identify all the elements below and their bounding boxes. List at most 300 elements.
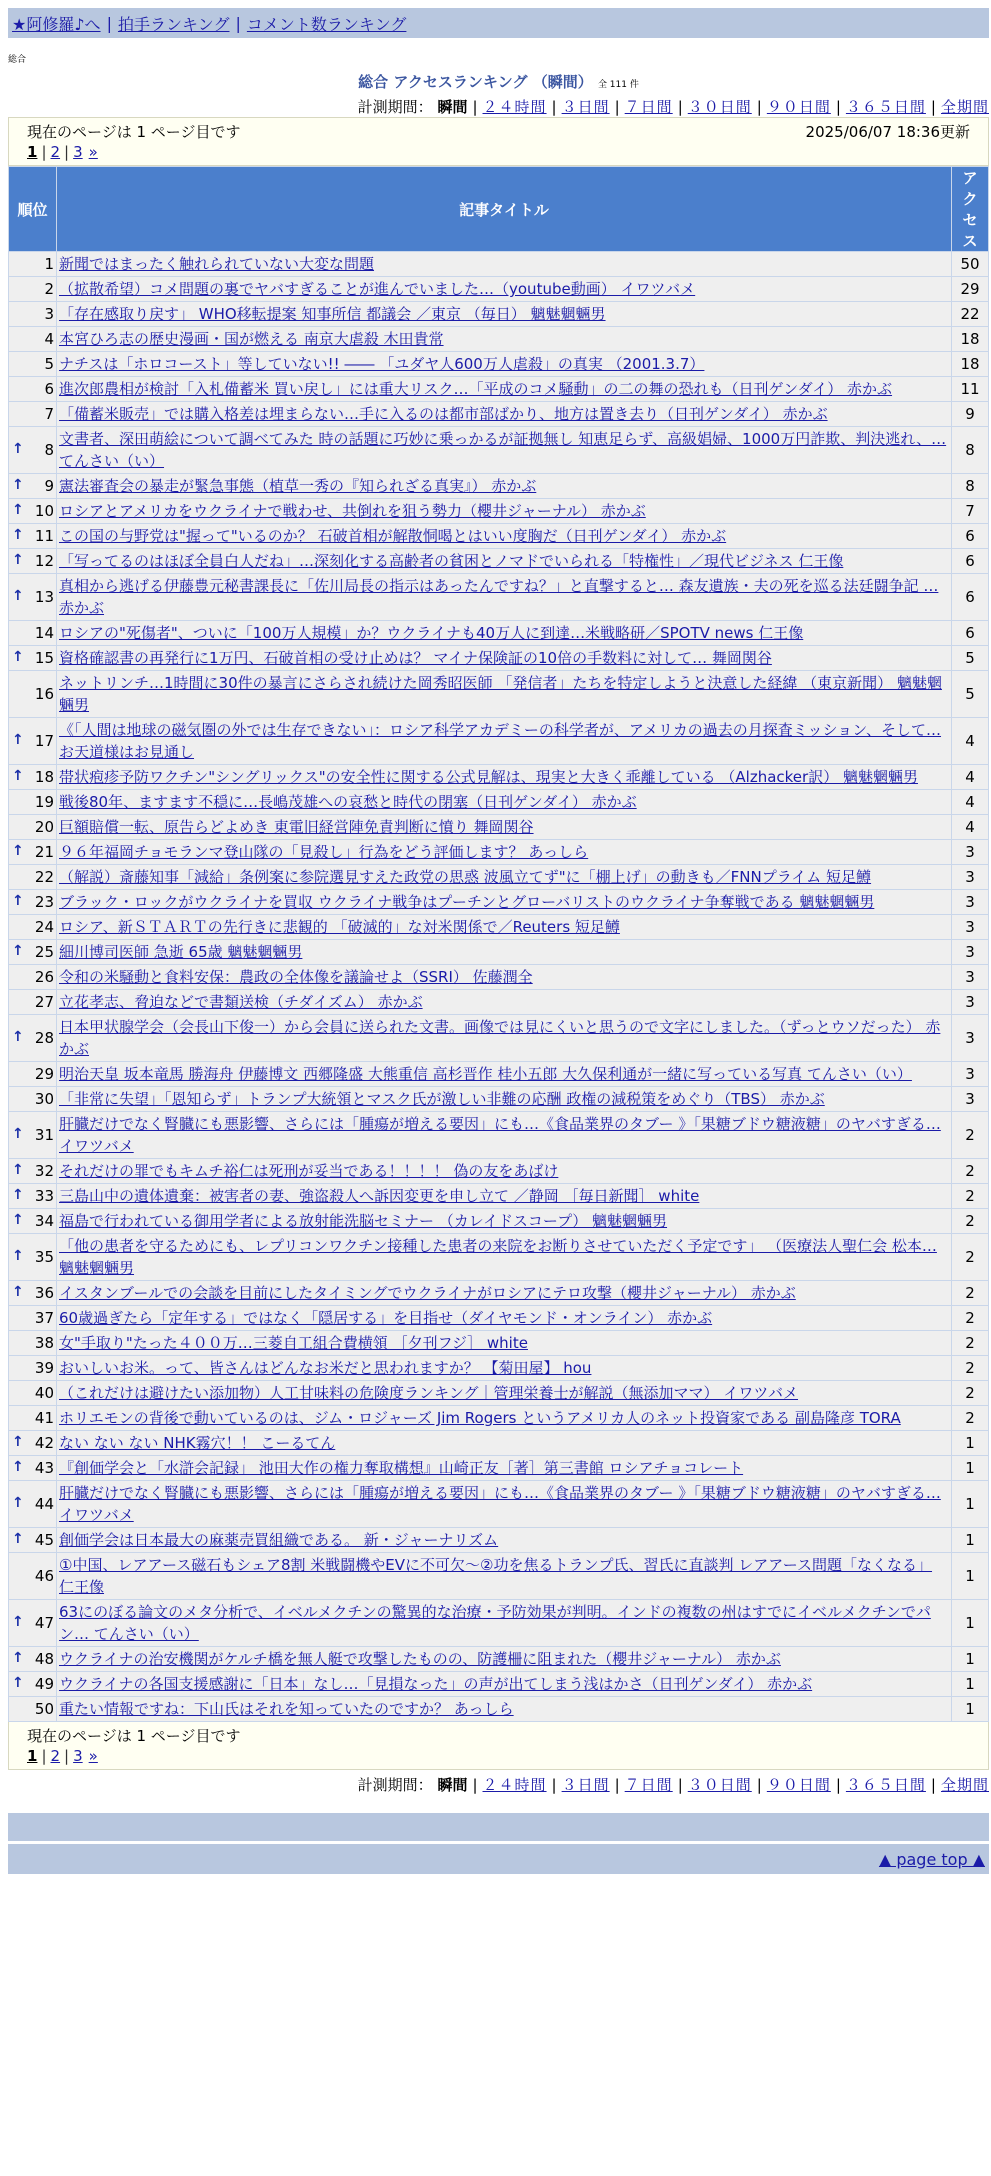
rank-number: 50 bbox=[34, 1700, 54, 1718]
period-selector-bottom bbox=[8, 1774, 989, 1795]
title-cell bbox=[57, 1159, 951, 1183]
access-count: 1 bbox=[952, 1528, 988, 1552]
title-cell bbox=[57, 790, 951, 814]
rank-cell bbox=[9, 524, 56, 548]
rank-number: 43 bbox=[34, 1459, 54, 1477]
period-link[interactable]: ３０日間 bbox=[687, 98, 752, 116]
pager-page-link[interactable]: 3 bbox=[73, 143, 83, 161]
title-cell bbox=[57, 965, 951, 989]
title-cell bbox=[57, 1281, 951, 1305]
title-cell bbox=[57, 671, 951, 717]
period-link[interactable]: 全期間 bbox=[940, 1776, 989, 1794]
title-cell bbox=[57, 549, 951, 573]
pager-next-link[interactable]: » bbox=[88, 143, 98, 161]
article-title-link[interactable]: 「備蓄米販売」では購入格差は埋まらない…手に入るのは都市部ばかり、地方は置き去り（日刊ゲンダイ） 赤かぶ bbox=[59, 405, 828, 423]
rank-cell bbox=[9, 377, 56, 401]
title-cell bbox=[57, 302, 951, 326]
article-title-link[interactable]: ホリエモンの背後で動いているのは、ジム・ロジャーズ Jim Rogers というアメリカ人のネット投資家である 副島隆彦 TORA bbox=[59, 1409, 901, 1427]
period-link[interactable]: ３日間 bbox=[561, 1776, 610, 1794]
table-row bbox=[9, 1112, 988, 1158]
table-row bbox=[9, 352, 988, 376]
rank-cell bbox=[9, 499, 56, 523]
rank-number: 45 bbox=[34, 1531, 54, 1549]
rank-cell bbox=[9, 1481, 56, 1527]
header-title: 記事タイトル bbox=[57, 167, 951, 251]
title-cell bbox=[57, 1528, 951, 1552]
period-link[interactable]: ２４時間 bbox=[482, 98, 547, 116]
article-title-link[interactable]: ない ない ない NHK霧穴！！ こーるてん bbox=[59, 1434, 336, 1452]
period-separator: | bbox=[614, 1776, 620, 1794]
category-label: 総合 bbox=[8, 55, 27, 65]
rank-cell bbox=[9, 990, 56, 1014]
rank-cell bbox=[9, 940, 56, 964]
title-cell bbox=[57, 352, 951, 376]
period-link[interactable]: ３６５日間 bbox=[845, 98, 926, 116]
period-link[interactable]: ３日間 bbox=[561, 98, 610, 116]
rank-number: 6 bbox=[44, 380, 54, 398]
rank-cell bbox=[9, 1331, 56, 1355]
title-cell bbox=[57, 890, 951, 914]
period-current: 瞬間 bbox=[437, 98, 468, 116]
article-title-link[interactable]: 明治天皇 坂本竜馬 勝海舟 伊藤博文 西郷隆盛 大熊重信 高杉晋作 桂小五郎 大久保利通が一緒に写っている写真 てんさい（い） bbox=[59, 1065, 912, 1083]
access-count: 1 bbox=[952, 1672, 988, 1696]
rank-number: 38 bbox=[34, 1334, 54, 1352]
period-link[interactable]: 全期間 bbox=[940, 98, 989, 116]
rank-number: 21 bbox=[34, 843, 54, 861]
table-row bbox=[9, 524, 988, 548]
table-row bbox=[9, 1087, 988, 1111]
rank-cell bbox=[9, 815, 56, 839]
rank-number: 5 bbox=[44, 355, 54, 373]
title-cell bbox=[57, 1600, 951, 1646]
rank-number: 16 bbox=[34, 685, 54, 703]
rank-number: 47 bbox=[34, 1614, 54, 1632]
pager-separator: | bbox=[41, 143, 47, 161]
article-title-link[interactable]: ウクライナの各国支援感謝に「日本」なし…「見損なった」の声が出てしまう浅はかさ（日刊ゲンダイ） 赤かぶ bbox=[59, 1675, 813, 1693]
up-arrow-icon: ↑ bbox=[12, 502, 24, 518]
access-count: 2 bbox=[952, 1406, 988, 1430]
rank-number: 36 bbox=[34, 1284, 54, 1302]
rank-number: 42 bbox=[34, 1434, 54, 1452]
period-current: 瞬間 bbox=[437, 1776, 468, 1794]
title-cell bbox=[57, 646, 951, 670]
article-title-link[interactable]: 新聞ではまったく触れられていない大変な問題 bbox=[59, 255, 375, 273]
rank-cell bbox=[9, 1672, 56, 1696]
period-link[interactable]: ７日間 bbox=[624, 1776, 673, 1794]
rank-cell bbox=[9, 1015, 56, 1061]
access-count: 1 bbox=[952, 1481, 988, 1527]
rank-number: 41 bbox=[34, 1409, 54, 1427]
rank-number: 22 bbox=[34, 868, 54, 886]
up-arrow-icon: ↑ bbox=[12, 1459, 24, 1475]
info-box-top bbox=[8, 117, 989, 166]
title-cell bbox=[57, 765, 951, 789]
title-cell bbox=[57, 1331, 951, 1355]
rank-number: 44 bbox=[34, 1495, 54, 1513]
period-separator: | bbox=[677, 98, 683, 116]
table-row bbox=[9, 1600, 988, 1646]
up-arrow-icon: ↑ bbox=[12, 893, 24, 909]
current-page-text-bottom: 現在のページは 1 ページ目です bbox=[27, 1726, 241, 1745]
ranking-table bbox=[8, 166, 989, 1722]
title-cell bbox=[57, 1553, 951, 1599]
header-access: アクセス bbox=[952, 167, 988, 251]
access-count: 1 bbox=[952, 1697, 988, 1721]
access-count: 2 bbox=[952, 1234, 988, 1280]
table-row bbox=[9, 718, 988, 764]
title-cell bbox=[57, 1697, 951, 1721]
table-row bbox=[9, 646, 988, 670]
article-title-link[interactable]: 戦後80年、ますます不穏に…長嶋茂雄への哀愁と時代の閉塞（日刊ゲンダイ） 赤かぶ bbox=[59, 793, 637, 811]
rank-cell bbox=[9, 1062, 56, 1086]
access-count: 6 bbox=[952, 621, 988, 645]
article-title-link[interactable]: ロシア、新ＳＴＡＲＴの先行きに悲観的 「破滅的」な対米関係で／Reuters 短足鱒 bbox=[59, 918, 620, 936]
access-count: 2 bbox=[952, 1306, 988, 1330]
rank-cell bbox=[9, 840, 56, 864]
period-separator: | bbox=[677, 1776, 683, 1794]
access-count: 5 bbox=[952, 671, 988, 717]
title-cell bbox=[57, 1209, 951, 1233]
article-title-link[interactable]: 日本甲状腺学会（会長山下俊一）から会員に送られた文書。画像では見にくいと思うので文字にしました。（ずっとウソだった） 赤かぶ bbox=[59, 1018, 941, 1058]
rank-number: 33 bbox=[34, 1187, 54, 1205]
access-count: 6 bbox=[952, 549, 988, 573]
article-title-link[interactable]: 帯状疱疹予防ワクチン"シングリックス"の安全性に関する公式見解は、現実と大きく乖離している （Alzhacker訳） 魑魅魍魎男 bbox=[59, 768, 918, 786]
article-title-link[interactable]: 女"手取り"たった４００万…三菱自工組合費横領 ［夕刊フジ］ white bbox=[59, 1334, 528, 1352]
access-count: 2 bbox=[952, 1356, 988, 1380]
ranking-body bbox=[9, 252, 988, 1721]
access-count: 29 bbox=[952, 277, 988, 301]
article-title-link[interactable]: ウクライナの治安機関がケルチ橋を無人艇で攻撃したものの、防護柵に阻まれた（櫻井ジャーナル） 赤かぶ bbox=[59, 1650, 781, 1668]
page-top-link[interactable]: ▲ page top ▲ bbox=[878, 1849, 985, 1869]
rank-number: 35 bbox=[34, 1248, 54, 1266]
rank-number: 23 bbox=[34, 893, 54, 911]
table-row bbox=[9, 1209, 988, 1233]
period-link[interactable]: ３６５日間 bbox=[845, 1776, 926, 1794]
pager-separator: | bbox=[64, 143, 70, 161]
table-row bbox=[9, 1159, 988, 1183]
article-title-link[interactable]: 福島で行われている御用学者による放射能洗脳セミナー （カレイドスコープ） 魑魅魍魎男 bbox=[59, 1212, 668, 1230]
table-row bbox=[9, 815, 988, 839]
article-title-link[interactable]: 細川博司医師 急逝 65歳 魑魅魍魎男 bbox=[59, 943, 303, 961]
nav-clap-ranking-link[interactable]: 拍手ランキング bbox=[117, 14, 230, 34]
rank-cell bbox=[9, 890, 56, 914]
article-title-link[interactable]: 60歳過ぎたら「定年する」ではなく「隠居する」を目指せ（ダイヤモンド・オンライン） 赤かぶ bbox=[59, 1309, 713, 1327]
title-cell bbox=[57, 1381, 951, 1405]
pager-page-link[interactable]: 2 bbox=[50, 143, 61, 161]
rank-cell bbox=[9, 1431, 56, 1455]
title-cell bbox=[57, 327, 951, 351]
period-link[interactable]: ９０日間 bbox=[766, 1776, 831, 1794]
access-count: 6 bbox=[952, 524, 988, 548]
rank-number: 18 bbox=[34, 768, 54, 786]
article-title-link[interactable]: （これだけは避けたい添加物）人工甘味料の危険度ランキング｜管理栄養士が解説（無添加ママ） イワツバメ bbox=[59, 1384, 799, 1402]
article-title-link[interactable]: 肝臓だけでなく腎臓にも悪影響、さらには「腫瘍が増える要因」にも…《食品業界のタブー 》「果糖ブドウ糖液糖」のヤバすぎる… イワツバメ bbox=[59, 1484, 941, 1524]
access-count: 22 bbox=[952, 302, 988, 326]
rank-number: 19 bbox=[34, 793, 54, 811]
article-title-link[interactable]: ロシアの"死傷者"、ついに「100万人規模」か？ウクライナも40万人に到達…米戦略研／SPOTV news 仁王像 bbox=[59, 624, 804, 642]
rank-cell bbox=[9, 865, 56, 889]
article-title-link[interactable]: ロシアとアメリカをウクライナで戦わせ、共倒れを狙う勢力（櫻井ジャーナル） 赤かぶ bbox=[59, 502, 646, 520]
rank-cell bbox=[9, 790, 56, 814]
article-title-link[interactable]: それだけの罪でもキムチ裕仁は死刑が妥当である！！！！ 偽の友をあばけ bbox=[59, 1162, 559, 1180]
rank-number: 48 bbox=[34, 1650, 54, 1668]
title-cell bbox=[57, 990, 951, 1014]
article-title-link[interactable]: イスタンブールでの会談を目前にしたタイミングでウクライナがロシアにテロ攻撃（櫻井ジャーナル） 赤かぶ bbox=[59, 1284, 796, 1302]
rank-cell bbox=[9, 765, 56, 789]
article-title-link[interactable]: 真相から逃げる伊藤豊元秘書課長に「佐川局長の指示はあったんですね？」と直撃すると… 森友遺族・夫の死を巡る法廷闘争記 … 赤かぶ bbox=[59, 577, 939, 617]
nav-home-link[interactable]: ★阿修羅♪へ bbox=[12, 14, 101, 34]
up-arrow-icon: ↑ bbox=[12, 843, 24, 859]
up-arrow-icon: ↑ bbox=[12, 1126, 24, 1142]
rank-cell bbox=[9, 718, 56, 764]
access-count: 2 bbox=[952, 1209, 988, 1233]
title-cell bbox=[57, 524, 951, 548]
table-row bbox=[9, 1647, 988, 1671]
article-title-link[interactable]: 重たい情報ですね：下山氏はそれを知っていたのですか？ あっしら bbox=[59, 1700, 514, 1718]
title-cell bbox=[57, 1062, 951, 1086]
rank-number: 27 bbox=[34, 993, 54, 1011]
period-separator: | bbox=[472, 98, 478, 116]
access-count: 11 bbox=[952, 377, 988, 401]
pager-separator: | bbox=[41, 1747, 47, 1765]
title-cell bbox=[57, 1647, 951, 1671]
up-arrow-icon: ↑ bbox=[12, 1675, 24, 1691]
rank-number: 49 bbox=[34, 1675, 54, 1693]
pager-current-page: 1 bbox=[27, 143, 38, 161]
table-row bbox=[9, 474, 988, 498]
table-row bbox=[9, 1697, 988, 1721]
article-title-link[interactable]: 《「人間は地球の磁気圏の外では生存できない」：ロシア科学アカデミーの科学者が、アメリカの過去の月探査ミッション、そして… お天道様はお見通し bbox=[59, 721, 942, 761]
title-cell bbox=[57, 718, 951, 764]
title-cell bbox=[57, 1356, 951, 1380]
title-cell bbox=[57, 1234, 951, 1280]
rank-cell bbox=[9, 1159, 56, 1183]
up-arrow-icon: ↑ bbox=[12, 1650, 24, 1666]
article-title-link[interactable]: 創価学会は日本最大の麻薬売買組織である。 新・ジャーナリズム bbox=[59, 1531, 499, 1549]
access-count: 4 bbox=[952, 718, 988, 764]
table-row bbox=[9, 252, 988, 276]
up-arrow-icon: ↑ bbox=[12, 732, 24, 748]
title-cell bbox=[57, 1481, 951, 1527]
article-title-link[interactable]: ９６年福岡チョモランマ登山隊の「見殺し」行為をどう評価します？ あっしら bbox=[59, 843, 589, 861]
access-count: 1 bbox=[952, 1456, 988, 1480]
title-cell bbox=[57, 915, 951, 939]
article-title-link[interactable]: おいしいお米。って、皆さんはどんなお米だと思われますか？ 【菊田屋】 hou bbox=[59, 1359, 592, 1377]
period-link[interactable]: ９０日間 bbox=[766, 98, 831, 116]
rank-cell bbox=[9, 474, 56, 498]
table-row bbox=[9, 865, 988, 889]
up-arrow-icon: ↑ bbox=[12, 1212, 24, 1228]
rank-number: 37 bbox=[34, 1309, 54, 1327]
article-title-link[interactable]: （拡散希望）コメ問題の裏でヤバすぎることが進んでいました…（youtube動画） イワツバメ bbox=[59, 280, 696, 298]
up-arrow-icon: ↑ bbox=[12, 477, 24, 493]
article-title-link[interactable]: （解説）斎藤知事「減給」条例案に参院選見すえた政党の思惑 波風立てず"に「棚上げ」の動きも／FNNプライム 短足鱒 bbox=[59, 868, 872, 886]
title-cell bbox=[57, 815, 951, 839]
rank-cell bbox=[9, 252, 56, 276]
article-title-link[interactable]: 三島山中の遺体遺棄：被害者の妻、強盗殺人へ訴因変更を申し立て ／静岡 ［毎日新聞］ white bbox=[59, 1187, 700, 1205]
table-row bbox=[9, 277, 988, 301]
article-title-link[interactable]: ブラック・ロックがウクライナを買収 ウクライナ戦争はプーチンとグローバリストのウクライナ争奪戦である 魑魅魍魎男 bbox=[59, 893, 875, 911]
pager-page-link[interactable]: 3 bbox=[73, 1747, 83, 1765]
rank-cell bbox=[9, 1528, 56, 1552]
up-arrow-icon: ↑ bbox=[12, 1248, 24, 1264]
pager-page-link[interactable]: 2 bbox=[50, 1747, 61, 1765]
access-count: 2 bbox=[952, 1381, 988, 1405]
period-link[interactable]: ２４時間 bbox=[482, 1776, 547, 1794]
rank-number: 34 bbox=[34, 1212, 54, 1230]
article-title-link[interactable]: 憲法審査会の暴走が緊急事態（植草一秀の『知られざる真実』） 赤かぶ bbox=[59, 477, 537, 495]
access-count: 3 bbox=[952, 1015, 988, 1061]
period-separator: | bbox=[472, 1776, 478, 1794]
rank-cell bbox=[9, 965, 56, 989]
rank-cell bbox=[9, 1209, 56, 1233]
up-arrow-icon: ↑ bbox=[12, 1284, 24, 1300]
title-cell bbox=[57, 1431, 951, 1455]
article-title-link[interactable]: 「存在感取り戻す」 WHO移転提案 知事所信 都議会 ／東京 （毎日） 魑魅魍魎男 bbox=[59, 305, 606, 323]
rank-number: 26 bbox=[34, 968, 54, 986]
table-row bbox=[9, 574, 988, 620]
rank-cell bbox=[9, 402, 56, 426]
pager-bottom bbox=[27, 1745, 970, 1767]
pager-separator: | bbox=[64, 1747, 70, 1765]
rank-number: 8 bbox=[44, 441, 54, 459]
article-title-link[interactable]: 63にのぼる論文のメタ分析で、イベルメクチンの驚異的な治療・予防効果が判明。インドの複数の州はすでにイベルメクチンでパン… てんさい（い） bbox=[59, 1603, 931, 1643]
article-title-link[interactable]: ナチスは「ホロコースト」等していない!! ―― 「ユダヤ人600万人虐殺」の真実 （2001.3.7） bbox=[59, 355, 705, 373]
rank-number: 1 bbox=[44, 255, 54, 273]
rank-number: 17 bbox=[34, 732, 54, 750]
up-arrow-icon: ↑ bbox=[12, 1531, 24, 1547]
table-row bbox=[9, 621, 988, 645]
table-row bbox=[9, 840, 988, 864]
title-cell bbox=[57, 840, 951, 864]
rank-cell bbox=[9, 1087, 56, 1111]
title-cell bbox=[57, 252, 951, 276]
title-cell bbox=[57, 474, 951, 498]
rank-cell bbox=[9, 1306, 56, 1330]
table-row bbox=[9, 427, 988, 473]
up-arrow-icon: ↑ bbox=[12, 943, 24, 959]
article-title-link[interactable]: 令和の米騒動と食料安保：農政の全体像を議論せよ（SSRI） 佐藤潤全 bbox=[59, 968, 533, 986]
rank-cell bbox=[9, 1406, 56, 1430]
page bbox=[8, 8, 989, 1874]
access-count: 3 bbox=[952, 1087, 988, 1111]
period-separator: | bbox=[930, 1776, 936, 1794]
rank-number: 25 bbox=[34, 943, 54, 961]
rank-cell bbox=[9, 574, 56, 620]
rank-number: 20 bbox=[34, 818, 54, 836]
period-link[interactable]: ３０日間 bbox=[687, 1776, 752, 1794]
title-cell bbox=[57, 1306, 951, 1330]
period-link[interactable]: ７日間 bbox=[624, 98, 673, 116]
rank-cell bbox=[9, 1456, 56, 1480]
access-count: 3 bbox=[952, 990, 988, 1014]
article-title-link[interactable]: 「非常に失望」「恩知らず」トランプ大統領とマスク氏が激しい非難の応酬 政権の減税策をめぐり（TBS） 赤かぶ bbox=[59, 1090, 825, 1108]
title-cell bbox=[57, 940, 951, 964]
period-separator: | bbox=[551, 98, 557, 116]
rank-cell bbox=[9, 1381, 56, 1405]
rank-cell bbox=[9, 1697, 56, 1721]
table-row bbox=[9, 499, 988, 523]
rank-cell bbox=[9, 1553, 56, 1599]
current-page-text: 現在のページは 1 ページ目です bbox=[27, 122, 241, 141]
title-cell bbox=[57, 1406, 951, 1430]
pager-current-page: 1 bbox=[27, 1747, 38, 1765]
table-row bbox=[9, 1234, 988, 1280]
rank-number: 31 bbox=[34, 1126, 54, 1144]
table-row bbox=[9, 1381, 988, 1405]
access-count: 1 bbox=[952, 1431, 988, 1455]
table-row bbox=[9, 402, 988, 426]
rank-cell bbox=[9, 1356, 56, 1380]
up-arrow-icon: ↑ bbox=[12, 768, 24, 784]
access-count: 4 bbox=[952, 790, 988, 814]
nav-separator: | bbox=[235, 13, 241, 33]
page-title-text: 総合 アクセスランキング （瞬間） bbox=[358, 73, 593, 91]
rank-number: 24 bbox=[34, 918, 54, 936]
table-row bbox=[9, 377, 988, 401]
access-count: 2 bbox=[952, 1112, 988, 1158]
article-title-link[interactable]: 巨額賠償一転、原告らどよめき 東電旧経営陣免責判断に憤り 舞岡関谷 bbox=[59, 818, 534, 836]
article-title-link[interactable]: 立花孝志、脅迫などで書類送検（チダイズム） 赤かぶ bbox=[59, 993, 423, 1011]
rank-cell bbox=[9, 352, 56, 376]
period-separator: | bbox=[835, 1776, 841, 1794]
up-arrow-icon: ↑ bbox=[12, 441, 24, 457]
rank-cell bbox=[9, 671, 56, 717]
nav-comment-ranking-link[interactable]: コメント数ランキング bbox=[246, 14, 407, 34]
title-cell bbox=[57, 277, 951, 301]
article-title-link[interactable]: 「他の患者を守るためにも、レプリコンワクチン接種した患者の来院をお断りさせていただく予定です」 （医療法人聖仁会 松本… 魑魅魍魎男 bbox=[59, 1237, 937, 1277]
access-count: 8 bbox=[952, 427, 988, 473]
rank-number: 39 bbox=[34, 1359, 54, 1377]
rank-number: 13 bbox=[34, 588, 54, 606]
access-count: 3 bbox=[952, 840, 988, 864]
article-title-link[interactable]: ネットリンチ…1時間に30件の暴言にさらされ続けた岡秀昭医師 「発信者」たちを特定しようと決意した経緯 （東京新聞） 魑魅魍魎男 bbox=[59, 674, 942, 714]
rank-number: 15 bbox=[34, 649, 54, 667]
article-title-link[interactable]: ①中国、レアアース磁石もシェア8割 米戦闘機やEVに不可欠～②功を焦るトランプ氏、習氏に直談判 レアアース問題「なくなる」 仁王像 bbox=[59, 1556, 933, 1596]
table-row bbox=[9, 1406, 988, 1430]
table-header-row bbox=[9, 167, 988, 251]
page-title bbox=[8, 71, 989, 92]
access-count: 1 bbox=[952, 1600, 988, 1646]
table-row bbox=[9, 1015, 988, 1061]
rank-number: 10 bbox=[34, 502, 54, 520]
access-count: 7 bbox=[952, 499, 988, 523]
article-title-link[interactable]: 資格確認書の再発行に1万円、石破首相の受け止めは？ マイナ保険証の10倍の手数料に対して… 舞岡関谷 bbox=[59, 649, 772, 667]
rank-number: 9 bbox=[44, 477, 54, 495]
up-arrow-icon: ↑ bbox=[12, 1187, 24, 1203]
article-title-link[interactable]: この国の与野党は"握って"いるのか？ 石破首相が解散恫喝とはいい度胸だ（日刊ゲンダイ） 赤かぶ bbox=[59, 527, 727, 545]
access-count: 2 bbox=[952, 1159, 988, 1183]
rank-number: 2 bbox=[44, 280, 54, 298]
table-row bbox=[9, 1356, 988, 1380]
up-arrow-icon: ↑ bbox=[12, 1434, 24, 1450]
title-cell bbox=[57, 1087, 951, 1111]
table-row bbox=[9, 915, 988, 939]
table-row bbox=[9, 890, 988, 914]
table-row bbox=[9, 1306, 988, 1330]
article-title-link[interactable]: 進次郎農相が検討「入札備蓄米 買い戻し」には重大リスク…「平成のコメ騒動」の二の舞の恐れも（日刊ゲンダイ） 赤かぶ bbox=[59, 380, 893, 398]
article-title-link[interactable]: 肝臓だけでなく腎臓にも悪影響、さらには「腫瘍が増える要因」にも…《食品業界のタブー 》「果糖ブドウ糖液糖」のヤバすぎる… イワツバメ bbox=[59, 1115, 941, 1155]
pager-next-link[interactable]: » bbox=[88, 1747, 98, 1765]
period-label: 計測期間： bbox=[357, 1776, 433, 1794]
article-title-link[interactable]: 『創価学会と「水滸会記録」 池田大作の権力奪取構想』山崎正友［著］第三書館 ロシアチョコレート bbox=[59, 1459, 744, 1477]
article-title-link[interactable]: 文書者、深田萌絵について調べてみた 時の話題に巧妙に乗っかるが証拠無し 知恵足らず、高級娼婦、1000万円詐欺、判決逃れ、… てんさい（い） bbox=[59, 430, 947, 470]
period-separator: | bbox=[756, 98, 762, 116]
article-title-link[interactable]: 本宮ひろ志の歴史漫画・国が燃える 南京大虐殺 木田貴常 bbox=[59, 330, 444, 348]
total-count: 全 111 件 bbox=[597, 80, 639, 90]
article-title-link[interactable]: 「写ってるのはほぼ全員白人だね」…深刻化する高齢者の貧困とノマドでいられる「特権性」／現代ビジネス 仁王像 bbox=[59, 552, 844, 570]
access-count: 3 bbox=[952, 915, 988, 939]
